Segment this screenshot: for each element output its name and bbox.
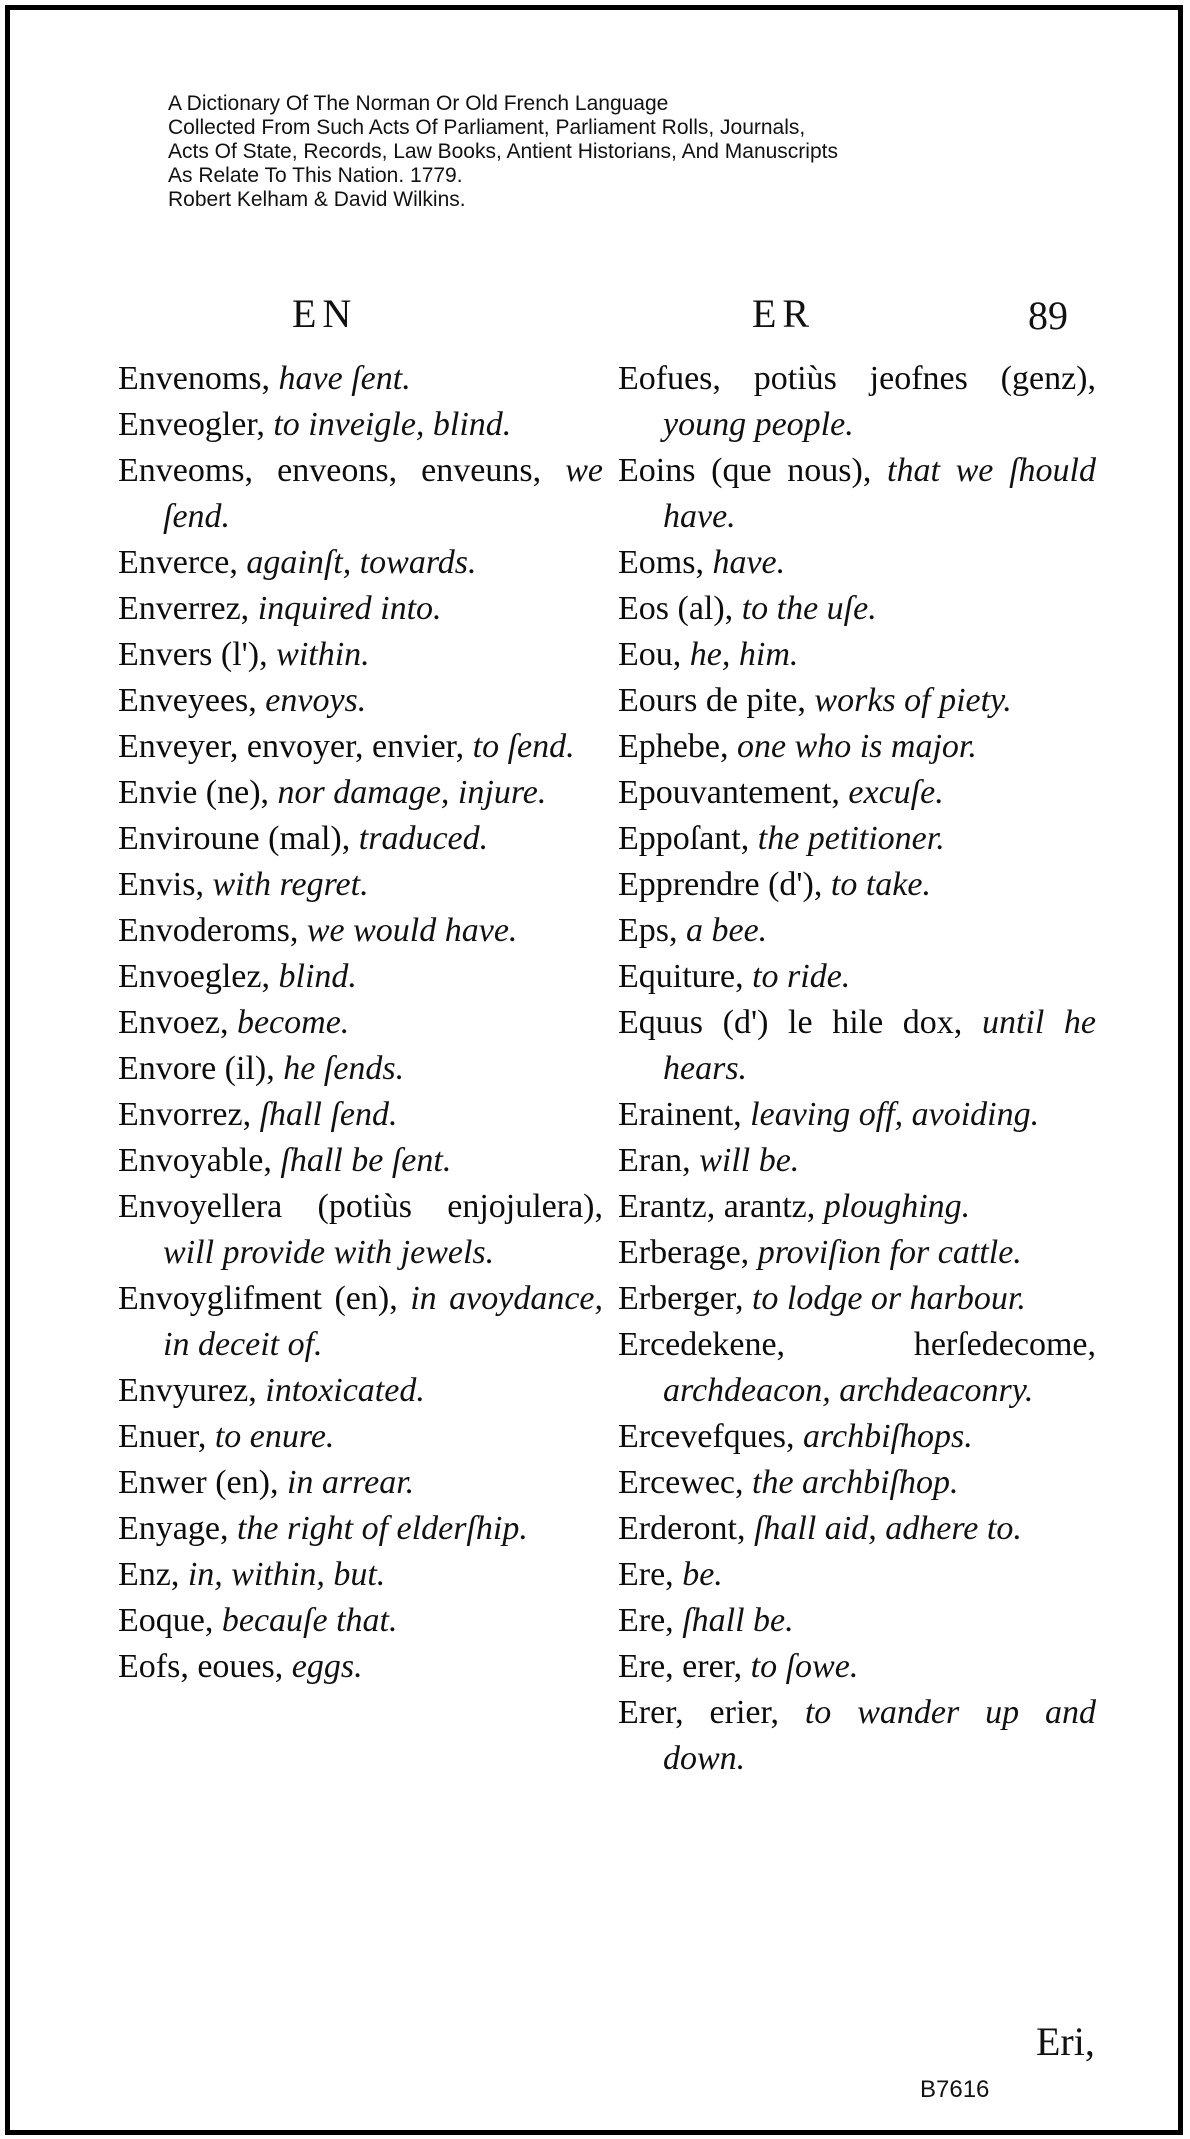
entry-gloss: to inveigle, blind.: [273, 406, 512, 443]
dictionary-entry: [118, 1046, 603, 1092]
entry-gloss: to enure.: [214, 1418, 335, 1455]
entry-headword: Envenoms,: [118, 360, 271, 397]
entry-headword: Enveoms, enveons, enveuns,: [118, 452, 542, 489]
entry-headword: Ere,: [618, 1556, 674, 1593]
entry-headword: Eofs, eoues,: [118, 1648, 284, 1685]
page-number: 89: [1028, 293, 1068, 338]
entry-headword: Erberger,: [618, 1280, 744, 1317]
entry-headword: Eoque,: [118, 1602, 214, 1639]
entry-headword: Envoez,: [118, 1004, 229, 1041]
dictionary-entry: [118, 1184, 603, 1276]
dictionary-entry: [118, 632, 603, 678]
entry-gloss: to ſend.: [472, 728, 575, 765]
entry-headword: Enuer,: [118, 1418, 207, 1455]
dictionary-entry: [618, 1092, 1096, 1138]
dictionary-entry: [118, 1276, 603, 1368]
entry-gloss: ſhall be ſent.: [280, 1142, 452, 1179]
entry-headword: Envoyglifment (en),: [118, 1280, 398, 1317]
entry-gloss: traduced.: [358, 820, 489, 857]
header-line: Robert Kelham & David Wilkins.: [168, 188, 466, 211]
entry-headword: Ephebe,: [618, 728, 729, 765]
entry-gloss: with regret.: [212, 866, 369, 903]
dictionary-entry: [618, 1230, 1096, 1276]
entry-headword: Ercedekene, herſedecome,: [618, 1326, 1096, 1363]
entry-headword: Envorrez,: [118, 1096, 252, 1133]
dictionary-entry: [118, 1644, 603, 1690]
document-header: [168, 92, 838, 212]
dictionary-entry: [618, 1276, 1096, 1322]
entry-gloss: to wander up and down.: [663, 1694, 1096, 1777]
entry-headword: Envyurez,: [118, 1372, 257, 1409]
entry-gloss: be.: [682, 1556, 723, 1593]
dictionary-entry: [118, 1092, 603, 1138]
entry-headword: Erderont,: [618, 1510, 746, 1547]
entry-headword: Erantz, arantz,: [618, 1188, 816, 1225]
entry-headword: Envie (ne),: [118, 774, 270, 811]
dictionary-entry: [618, 862, 1096, 908]
dictionary-entry: [618, 724, 1096, 770]
dictionary-entry: [618, 1184, 1096, 1230]
dictionary-entry: [118, 908, 603, 954]
entry-gloss: within.: [276, 636, 370, 673]
header-line: Acts Of State, Records, Law Books, Antient Historians, And Manuscripts: [168, 140, 838, 163]
entry-headword: Epouvantement,: [618, 774, 840, 811]
dictionary-entry: [618, 678, 1096, 724]
entry-gloss: he, him.: [689, 636, 799, 673]
entry-headword: Eofues, potiùs jeofnes (genz),: [618, 360, 1096, 397]
entry-gloss: have ſent.: [278, 360, 411, 397]
dictionary-entry: [618, 1138, 1096, 1184]
entry-gloss: becauſe that.: [221, 1602, 398, 1639]
entry-gloss: the archbiſhop.: [752, 1464, 959, 1501]
entry-headword: Enwer (en),: [118, 1464, 279, 1501]
entry-gloss: we would have.: [306, 912, 518, 949]
entry-headword: Ercevefques,: [618, 1418, 795, 1455]
dictionary-entry: [618, 448, 1096, 540]
entry-headword: Enverrez,: [118, 590, 250, 627]
entry-headword: Envers (l'),: [118, 636, 268, 673]
dictionary-entry: [118, 1138, 603, 1184]
entry-headword: Enveogler,: [118, 406, 265, 443]
entry-headword: Equus (d') le hile dox,: [618, 1004, 963, 1041]
dictionary-entry: [618, 1552, 1096, 1598]
entry-headword: Envore (il),: [118, 1050, 275, 1087]
entry-headword: Enviroune (mal),: [118, 820, 351, 857]
entry-gloss: nor damage, injure.: [277, 774, 547, 811]
entry-gloss: will be.: [699, 1142, 800, 1179]
entry-headword: Ercewec,: [618, 1464, 744, 1501]
dictionary-entry: [118, 540, 603, 586]
dictionary-entry: [118, 1552, 603, 1598]
dictionary-entry: [618, 632, 1096, 678]
entry-headword: Envoeglez,: [118, 958, 270, 995]
entry-gloss: proviſion for cattle.: [757, 1234, 1022, 1271]
dictionary-entry: [118, 816, 603, 862]
entry-headword: Eppoſant,: [618, 820, 750, 857]
entry-gloss: envoys.: [265, 682, 367, 719]
entry-headword: Eoms,: [618, 544, 704, 581]
dictionary-entry: [118, 1598, 603, 1644]
entry-gloss: we ſend.: [163, 452, 603, 535]
entry-gloss: to ſowe.: [750, 1648, 859, 1685]
entry-gloss: to ride.: [752, 958, 851, 995]
dictionary-entry: [618, 586, 1096, 632]
dictionary-entry: [618, 540, 1096, 586]
dictionary-entry: [618, 954, 1096, 1000]
entry-headword: Enveyees,: [118, 682, 257, 719]
entry-gloss: to take.: [830, 866, 931, 903]
dictionary-entry: [618, 1598, 1096, 1644]
entry-headword: Enveyer, envoyer, envier,: [118, 728, 465, 765]
entry-headword: Enz,: [118, 1556, 180, 1593]
entry-gloss: leaving off, avoiding.: [750, 1096, 1040, 1133]
entry-headword: Eps,: [618, 912, 678, 949]
entry-gloss: eggs.: [291, 1648, 363, 1685]
entry-gloss: archbiſhops.: [803, 1418, 973, 1455]
dictionary-entry: [618, 1644, 1096, 1690]
entry-gloss: works of piety.: [814, 682, 1012, 719]
dictionary-entry: [618, 1322, 1096, 1414]
dictionary-entry: [118, 862, 603, 908]
entry-gloss: archdeacon, archdeaconry.: [663, 1372, 1034, 1409]
entry-headword: Envoyellera (potiùs enjojulera),: [118, 1188, 603, 1225]
left-column: [118, 356, 603, 1690]
entry-gloss: a bee.: [686, 912, 768, 949]
entry-gloss: inquired into.: [257, 590, 442, 627]
entry-headword: Erainent,: [618, 1096, 742, 1133]
entry-gloss: ſhall aid, adhere to.: [753, 1510, 1022, 1547]
entry-gloss: to the uſe.: [741, 590, 877, 627]
entry-gloss: ſhall ſend.: [259, 1096, 398, 1133]
dictionary-entry: [618, 770, 1096, 816]
entry-headword: Eou,: [618, 636, 682, 673]
entry-headword: Eos (al),: [618, 590, 734, 627]
entry-headword: Equiture,: [618, 958, 744, 995]
entry-gloss: ploughing.: [823, 1188, 971, 1225]
entry-gloss: in avoydance, in deceit of.: [163, 1280, 604, 1363]
entry-gloss: he ſends.: [283, 1050, 405, 1087]
entry-gloss: blind.: [278, 958, 357, 995]
entry-gloss: the petitioner.: [757, 820, 945, 857]
dictionary-entry: [118, 1414, 603, 1460]
entry-gloss: in, within, but.: [187, 1556, 386, 1593]
entry-gloss: the right of elderſhip.: [236, 1510, 528, 1547]
header-line: A Dictionary Of The Norman Or Old French Language: [168, 92, 669, 115]
entry-headword: Eoins (que nous),: [618, 452, 872, 489]
header-line: Collected From Such Acts Of Parliament, Parliament Rolls, Journals,: [168, 116, 806, 139]
entry-headword: Erer, erier,: [618, 1694, 779, 1731]
dictionary-entry: [118, 1506, 603, 1552]
entry-headword: Enverce,: [118, 544, 238, 581]
entry-gloss: will provide with jewels.: [163, 1234, 495, 1271]
dictionary-entry: [118, 678, 603, 724]
entry-gloss: one who is major.: [736, 728, 977, 765]
running-head-left: EN: [292, 291, 358, 336]
dictionary-entry: [118, 402, 603, 448]
dictionary-entry: [118, 954, 603, 1000]
entry-gloss: intoxicated.: [265, 1372, 425, 1409]
dictionary-entry: [618, 1000, 1096, 1092]
dictionary-entry: [118, 448, 603, 540]
dictionary-entry: [118, 1460, 603, 1506]
entry-gloss: become.: [236, 1004, 350, 1041]
entry-headword: Epprendre (d'),: [618, 866, 823, 903]
dictionary-entry: [118, 356, 603, 402]
entry-headword: Envoderoms,: [118, 912, 299, 949]
dictionary-entry: [118, 770, 603, 816]
entry-gloss: to lodge or harbour.: [751, 1280, 1026, 1317]
dictionary-entry: [618, 1506, 1096, 1552]
dictionary-entry: [618, 816, 1096, 862]
entry-gloss: that we ſhould have.: [663, 452, 1096, 535]
dictionary-entry: [118, 1368, 603, 1414]
dictionary-entry: [618, 908, 1096, 954]
entry-gloss: excuſe.: [848, 774, 944, 811]
entry-gloss: have.: [712, 544, 786, 581]
entry-gloss: againſt, towards.: [246, 544, 477, 581]
dictionary-entry: [118, 1000, 603, 1046]
dictionary-entry: [618, 356, 1096, 448]
entry-headword: Envis,: [118, 866, 204, 903]
entry-gloss: in arrear.: [286, 1464, 415, 1501]
dictionary-entry: [118, 586, 603, 632]
entry-headword: Eours de pite,: [618, 682, 806, 719]
entry-headword: Eran,: [618, 1142, 691, 1179]
entry-gloss: young people.: [663, 406, 854, 443]
running-head-right: ER: [752, 291, 816, 336]
entry-headword: Ere,: [618, 1602, 674, 1639]
dictionary-entry: [118, 724, 603, 770]
entry-headword: Enyage,: [118, 1510, 229, 1547]
dictionary-entry: [618, 1460, 1096, 1506]
dictionary-entry: [618, 1414, 1096, 1460]
entry-headword: Erberage,: [618, 1234, 750, 1271]
entry-headword: Ere, erer,: [618, 1648, 743, 1685]
library-code: B7616: [920, 2076, 990, 2103]
catchword: Eri,: [1036, 2019, 1095, 2064]
header-line: As Relate To This Nation. 1779.: [168, 164, 463, 187]
dictionary-entry: [618, 1690, 1096, 1782]
entry-gloss: until he hears.: [663, 1004, 1097, 1087]
right-column: [618, 356, 1096, 1782]
entry-gloss: ſhall be.: [682, 1602, 794, 1639]
entry-headword: Envoyable,: [118, 1142, 272, 1179]
